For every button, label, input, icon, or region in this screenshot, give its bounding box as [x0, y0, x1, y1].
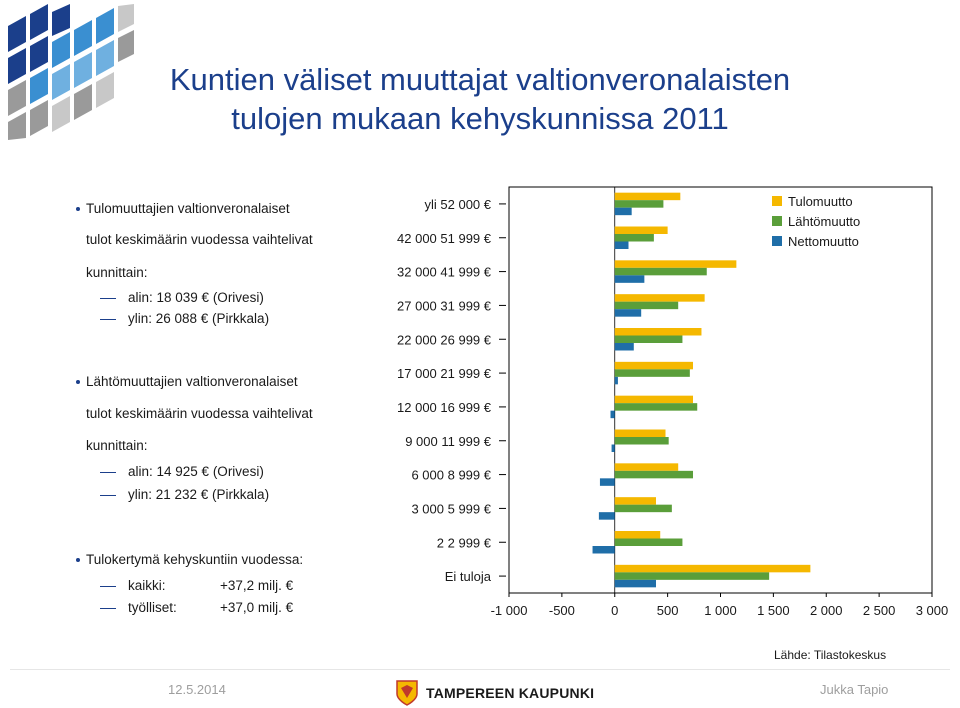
departures-heading-2: tulot keskimäärin vuodessa vaihtelivat	[86, 406, 313, 421]
departures-max: ylin: 21 232 € (Pirkkala)	[128, 487, 269, 502]
category-label: 42 000 51 999 €	[397, 230, 491, 246]
bar-lähtömuutto	[615, 471, 693, 479]
bar-nettomuutto	[615, 309, 641, 317]
departures-heading-3: kunnittain:	[86, 438, 148, 453]
bar-lähtömuutto	[615, 505, 672, 512]
category-label: 12 000 16 999 €	[397, 399, 491, 415]
net-gain-row: kaikki: +37,2 milj. €	[128, 578, 293, 593]
bar-nettomuutto	[615, 377, 618, 385]
bar-lähtömuutto	[615, 403, 697, 411]
bar-nettomuutto	[615, 343, 634, 351]
bar-lähtömuutto	[615, 302, 678, 310]
departures-min: alin: 14 925 € (Orivesi)	[128, 464, 264, 479]
arrivals-min: alin: 18 039 € (Orivesi)	[128, 290, 264, 305]
legend-swatch	[772, 216, 782, 226]
arrivals-heading-3: kunnittain:	[86, 265, 148, 280]
bar-nettomuutto	[612, 445, 615, 453]
x-tick-label: -1 000	[490, 603, 528, 618]
category-label: 3 000 5 999 €	[411, 501, 491, 517]
bar-tulomuutto	[615, 565, 811, 573]
arrivals-max: ylin: 26 088 € (Pirkkala)	[128, 311, 269, 326]
x-tick-label: 2 500	[862, 603, 896, 618]
bar-tulomuutto	[615, 463, 678, 471]
organization-name: TAMPEREEN KAUPUNKI	[426, 685, 595, 701]
bar-lähtömuutto	[615, 268, 707, 276]
category-label: 32 000 41 999 €	[397, 264, 491, 280]
x-tick-label: 1 000	[704, 603, 737, 618]
net-gain-heading: Tulokertymä kehyskuntiin vuodessa:	[86, 552, 303, 567]
category-label: yli 52 000 €	[424, 196, 491, 212]
plot-frame	[509, 187, 932, 593]
x-tick-label: 3 000	[915, 603, 949, 618]
legend-swatch	[772, 236, 782, 246]
bar-lähtömuutto	[615, 437, 669, 445]
legend-label: Tulomuutto	[788, 194, 853, 209]
footer-date: 12.5.2014	[168, 682, 226, 697]
bar-tulomuutto	[615, 260, 737, 268]
organization-logo	[396, 680, 594, 706]
category-label: 2 2 999 €	[436, 535, 491, 551]
bar-lähtömuutto	[615, 539, 683, 547]
x-tick-label: 2 000	[809, 603, 843, 618]
net-gain-row: työlliset: +37,0 milj. €	[128, 600, 293, 615]
bar-tulomuutto	[615, 328, 702, 336]
bar-nettomuutto	[611, 411, 615, 419]
category-label: 6 000 8 999 €	[411, 467, 491, 483]
title-line-2: tulojen mukaan kehyskunnissa 2011	[231, 101, 729, 136]
bar-nettomuutto	[600, 478, 615, 486]
legend-label: Lähtömuutto	[788, 214, 861, 229]
bar-nettomuutto	[615, 275, 645, 283]
bar-tulomuutto	[615, 531, 660, 539]
city-crest-icon	[396, 680, 418, 706]
legend-label: Nettomuutto	[788, 234, 859, 249]
source-note: Lähde: Tilastokeskus	[774, 648, 887, 662]
footer-author: Jukka Tapio	[820, 682, 889, 697]
bar-nettomuutto	[615, 242, 629, 250]
arrivals-heading-2: tulot keskimäärin vuodessa vaihtelivat	[86, 232, 313, 247]
bar-tulomuutto	[615, 362, 693, 370]
bar-tulomuutto	[615, 294, 705, 302]
category-label: 17 000 21 999 €	[397, 366, 491, 382]
x-tick-label: 1 500	[757, 603, 790, 618]
x-tick-label: 500	[656, 603, 679, 618]
footer-divider	[10, 669, 950, 670]
title-line-1: Kuntien väliset muuttajat valtionveronalaisten	[169, 62, 791, 97]
bar-nettomuutto	[615, 580, 656, 588]
departures-heading-1: Lähtömuuttajien valtionveronalaiset	[86, 374, 298, 389]
bar-lähtömuutto	[615, 234, 654, 242]
bar-lähtömuutto	[615, 369, 690, 377]
category-label: Ei tuloja	[444, 569, 491, 585]
category-label: 22 000 26 999 €	[397, 332, 491, 348]
bar-nettomuutto	[593, 546, 615, 554]
category-label: 27 000 31 999 €	[397, 298, 491, 314]
x-tick-label: 0	[611, 603, 619, 618]
bar-nettomuutto	[615, 208, 632, 216]
bar-tulomuutto	[615, 497, 656, 505]
bar-tulomuutto	[615, 193, 681, 201]
bar-lähtömuutto	[615, 200, 664, 208]
arrivals-heading-1: Tulomuuttajien valtionveronalaiset	[86, 201, 290, 216]
bar-tulomuutto	[615, 430, 666, 438]
x-tick-label: -500	[548, 603, 575, 618]
legend-swatch	[772, 196, 782, 206]
bar-nettomuutto	[599, 512, 615, 520]
bar-lähtömuutto	[615, 336, 683, 344]
category-label: 9 000 11 999 €	[405, 433, 491, 449]
bar-tulomuutto	[615, 227, 668, 235]
bar-tulomuutto	[615, 396, 693, 404]
bar-lähtömuutto	[615, 572, 769, 580]
